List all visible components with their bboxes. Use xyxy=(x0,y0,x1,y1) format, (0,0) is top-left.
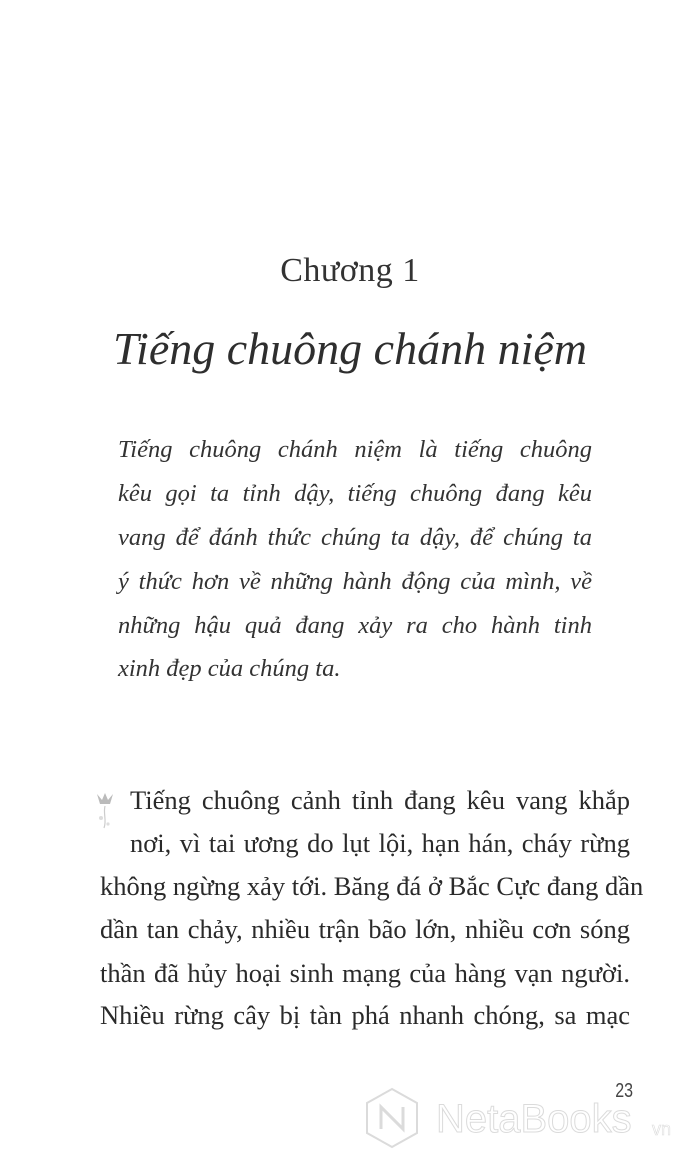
epigraph-line: vang để đánh thức chúng ta dậy, để chúng ta xyxy=(118,524,592,551)
epigraph-line: Tiếng chuông chánh niệm là tiếng chuông xyxy=(118,436,592,463)
chapter-label: Chương 1 xyxy=(280,252,420,289)
floral-ornament-icon xyxy=(94,790,116,836)
body-line: nơi, vì tai ương do lụt lội, hạn hán, cháy rừng xyxy=(130,828,630,858)
body-line: Tiếng chuông cảnh tỉnh đang kêu vang khắp xyxy=(130,785,630,815)
epigraph-line: ý thức hơn về những hành động của mình, về xyxy=(118,568,592,595)
watermark-logo xyxy=(364,1085,700,1155)
watermark-brand: NetaBooks xyxy=(436,1097,632,1141)
hexagon-logo-icon xyxy=(364,1087,420,1149)
watermark-suffix: vn xyxy=(652,1119,672,1139)
chapter-title: Tiếng chuông chánh niệm xyxy=(113,323,587,374)
page-number: 23 xyxy=(615,1080,634,1102)
epigraph-line: kêu gọi ta tỉnh dậy, tiếng chuông đang kêu xyxy=(118,480,592,507)
epigraph-line: xinh đẹp của chúng ta. xyxy=(118,655,341,682)
body-line: Nhiều rừng cây bị tàn phá nhanh chóng, sa mạc xyxy=(100,1000,630,1030)
body-line: không ngừng xảy tới. Băng đá ở Bắc Cực đang dần xyxy=(100,871,644,901)
epigraph-line: những hậu quả đang xảy ra cho hành tinh xyxy=(118,612,592,639)
body-line: thần đã hủy hoại sinh mạng của hàng vạn người. xyxy=(100,958,630,988)
body-line: dần tan chảy, nhiều trận bão lớn, nhiều cơn sóng xyxy=(100,914,630,944)
